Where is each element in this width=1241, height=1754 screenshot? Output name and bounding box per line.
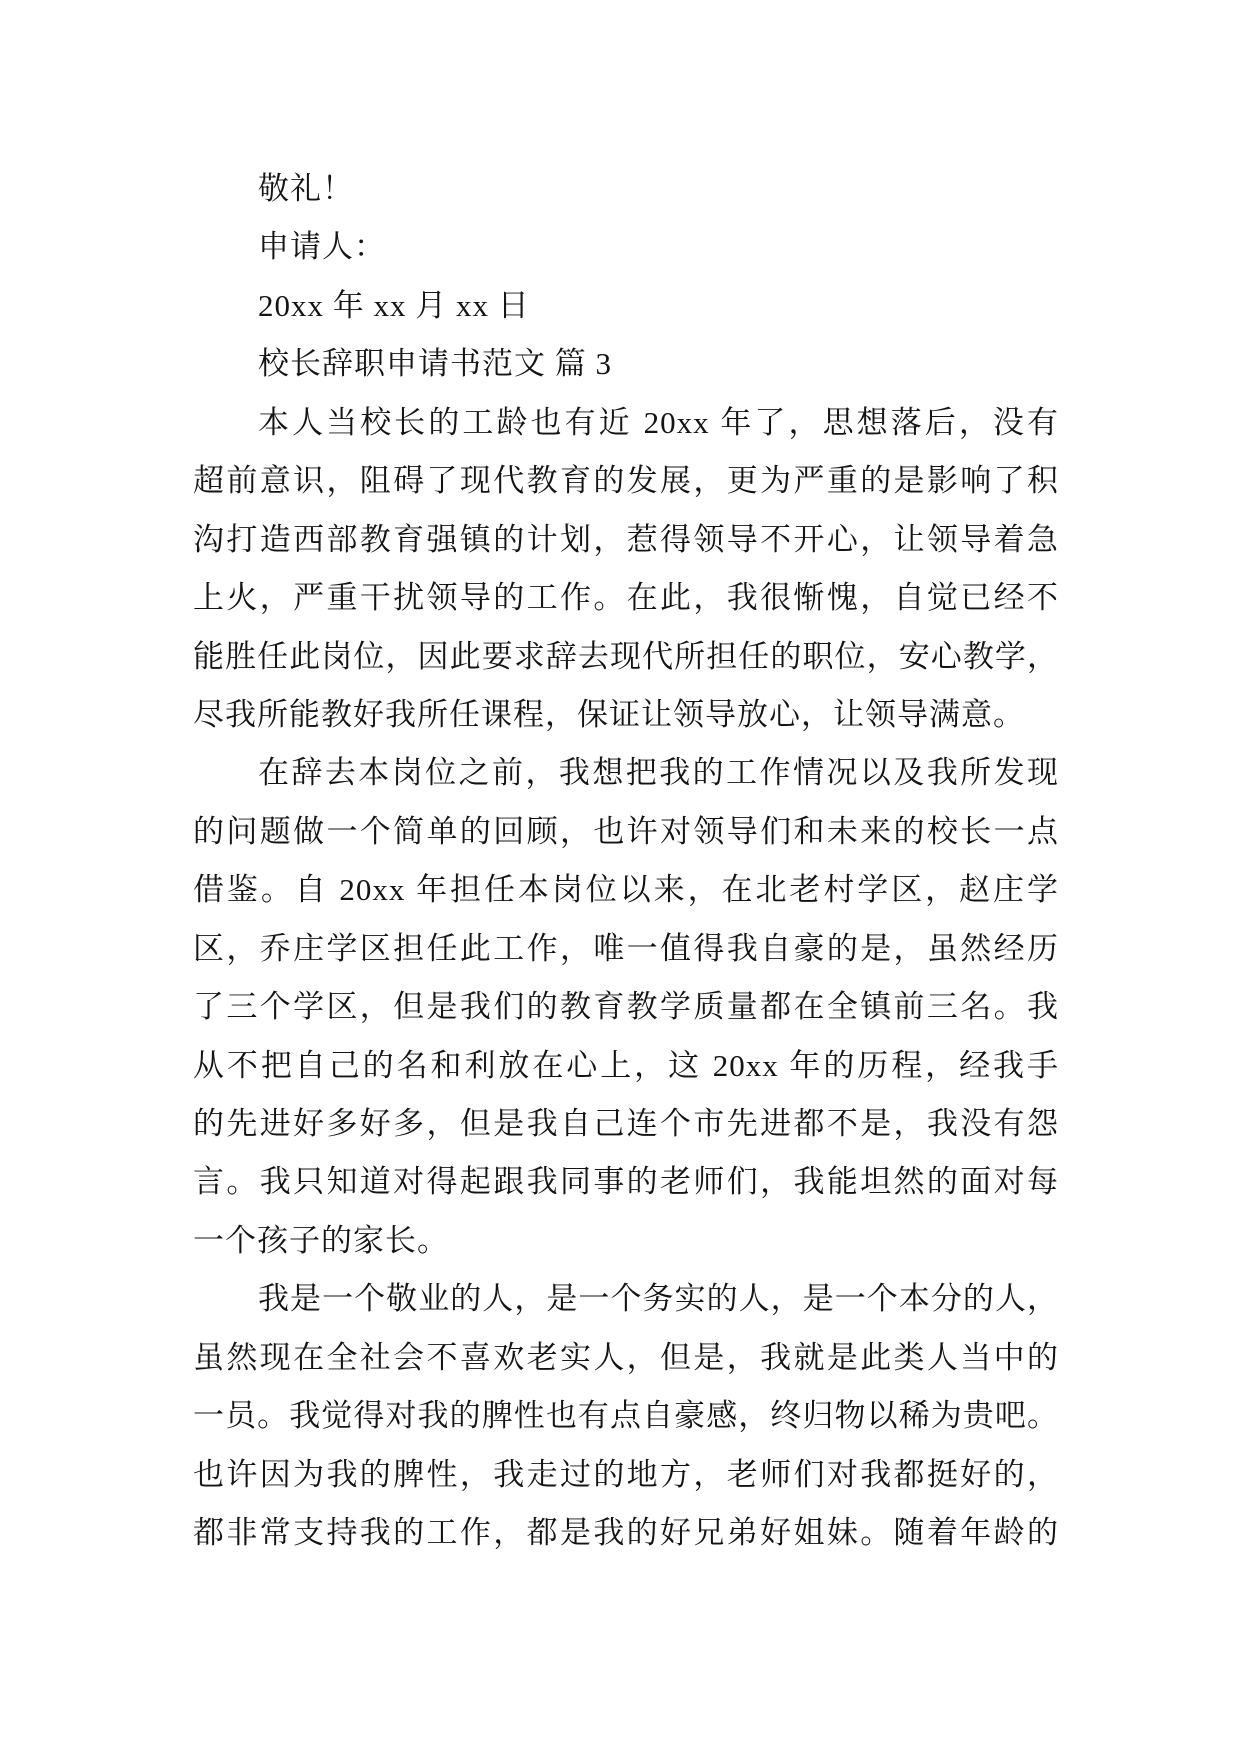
text-line: 的问题做一个简单的回顾，也许对领导们和未来的校长一点: [193, 813, 1059, 849]
paragraph: [193, 160, 1059, 218]
text-line: 20xx 年 xx 月 xx 日: [258, 287, 530, 323]
text-line: 超前意识，阻碍了现代教育的发展，更为严重的是影响了积: [193, 463, 1059, 499]
text-line: 都非常支持我的工作，都是我的好兄弟好姐妹。随着年龄的: [193, 1515, 1059, 1551]
text-line: 借鉴。自 20xx 年担任本岗位以来，在北老村学区，赵庄学: [193, 872, 1059, 908]
text-line: 本人当校长的工龄也有近 20xx 年了，思想落后，没有: [258, 404, 1059, 440]
paragraph: [193, 335, 1059, 393]
text-line: 申请人：: [258, 229, 386, 265]
paragraph: [193, 744, 1059, 1270]
text-line: 敬礼！: [258, 171, 354, 206]
text-line: 言。我只知道对得起跟我同事的老师们，我能坦然的面对每: [193, 1164, 1059, 1200]
paragraph: [193, 394, 1059, 745]
text-line: 也许因为我的脾性，我走过的地方，老师们对我都挺好的，: [193, 1456, 1059, 1492]
text-line: 尽我所能教好我所任课程，保证让领导放心，让领导满意。: [193, 696, 1025, 732]
text-line: 区，乔庄学区担任此工作，唯一值得我自豪的是，虽然经历: [193, 930, 1059, 966]
text-line: 从不把自己的名和利放在心上，这 20xx 年的历程，经我手: [193, 1047, 1059, 1083]
text-line: 沟打造西部教育强镇的计划，惹得领导不开心，让领导着急: [193, 521, 1059, 557]
text-line: 在辞去本岗位之前，我想把我的工作情况以及我所发现: [258, 755, 1059, 791]
paragraph: [193, 1270, 1059, 1562]
text-line: 一个孩子的家长。: [193, 1222, 449, 1258]
text-line: 虽然现在全社会不喜欢老实人，但是，我就是此类人当中的: [193, 1339, 1059, 1375]
paragraph: [193, 277, 1059, 335]
text-line: 能胜任此岗位，因此要求辞去现代所担任的职位，安心教学，: [193, 638, 1059, 674]
text-line: 的先进好多好多，但是我自己连个市先进都不是，我没有怨: [193, 1106, 1059, 1141]
paragraph: [193, 218, 1059, 276]
text-line: 了三个学区，但是我们的教育教学质量都在全镇前三名。我: [193, 989, 1059, 1025]
text-line: 我是一个敬业的人，是一个务实的人，是一个本分的人，: [258, 1281, 1059, 1317]
text-line: 一员。我觉得对我的脾性也有点自豪感，终归物以稀为贵吧。: [193, 1398, 1059, 1434]
document-body: [193, 160, 1059, 1563]
text-line: 上火，严重干扰领导的工作。在此，我很惭愧，自觉已经不: [193, 580, 1059, 616]
text-line: 校长辞职申请书范文 篇 3: [258, 346, 612, 382]
